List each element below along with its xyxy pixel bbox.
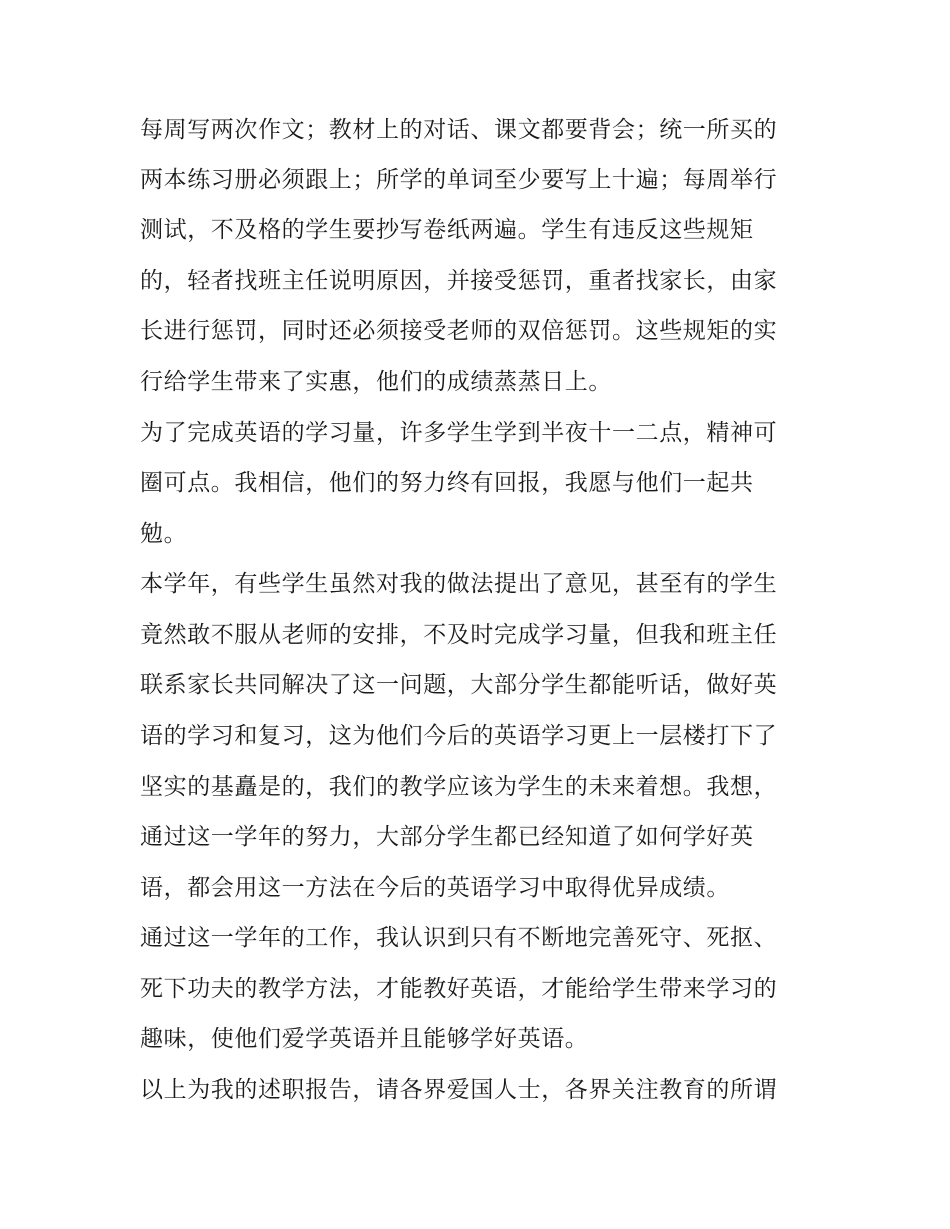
text-line: 的，轻者找班主任说明原因，并接受惩罚，重者找家长，由家: [140, 268, 778, 294]
text-line: 语，都会用这一方法在今后的英语学习中取得优异成绩。: [140, 875, 730, 901]
text-line: 坚实的基矗是的，我们的教学应该为学生的未来着想。我想，: [140, 774, 778, 800]
text-line: 联系家长共同解决了这一问题，大部分学生都能听话，做好英: [140, 672, 778, 698]
text-line: 勉。: [140, 521, 188, 547]
text-line: 测试，不及格的学生要抄写卷纸两遍。学生有违反这些规矩: [140, 217, 754, 243]
text-line: 行给学生带来了实惠，他们的成绩蒸蒸日上。: [140, 369, 612, 395]
text-line: 竟然敢不服从老师的安排，不及时完成学习量，但我和班主任: [140, 622, 778, 648]
text-line: 长进行惩罚，同时还必须接受老师的双倍惩罚。这些规矩的实: [140, 318, 778, 344]
text-line: 通过这一学年的努力，大部分学生都已经知道了如何学好英: [140, 824, 754, 850]
text-line: 每周写两次作文；教材上的对话、课文都要背会；统一所买的: [140, 117, 778, 143]
text-line: 语的学习和复习，这为他们今后的英语学习更上一层楼打下了: [140, 723, 778, 749]
text-line: 趣味，使他们爱学英语并且能够学好英语。: [140, 1026, 589, 1052]
text-line: 两本练习册必须跟上；所学的单词至少要写上十遍；每周举行: [140, 167, 778, 193]
text-line: 本学年，有些学生虽然对我的做法提出了意见，甚至有的学生: [140, 571, 778, 597]
text-line: 以上为我的述职报告，请各界爱国人士，各界关注教育的所谓: [140, 1077, 778, 1103]
text-line: 圈可点。我相信，他们的努力终有回报，我愿与他们一起共: [140, 470, 754, 496]
text-line: 死下功夫的教学方法，才能教好英语，才能给学生带来学习的: [140, 976, 778, 1002]
text-line: 为了完成英语的学习量，许多学生学到半夜十一二点，精神可: [140, 420, 778, 446]
text-line: 通过这一学年的工作，我认识到只有不断地完善死守、死抠、: [140, 925, 778, 951]
